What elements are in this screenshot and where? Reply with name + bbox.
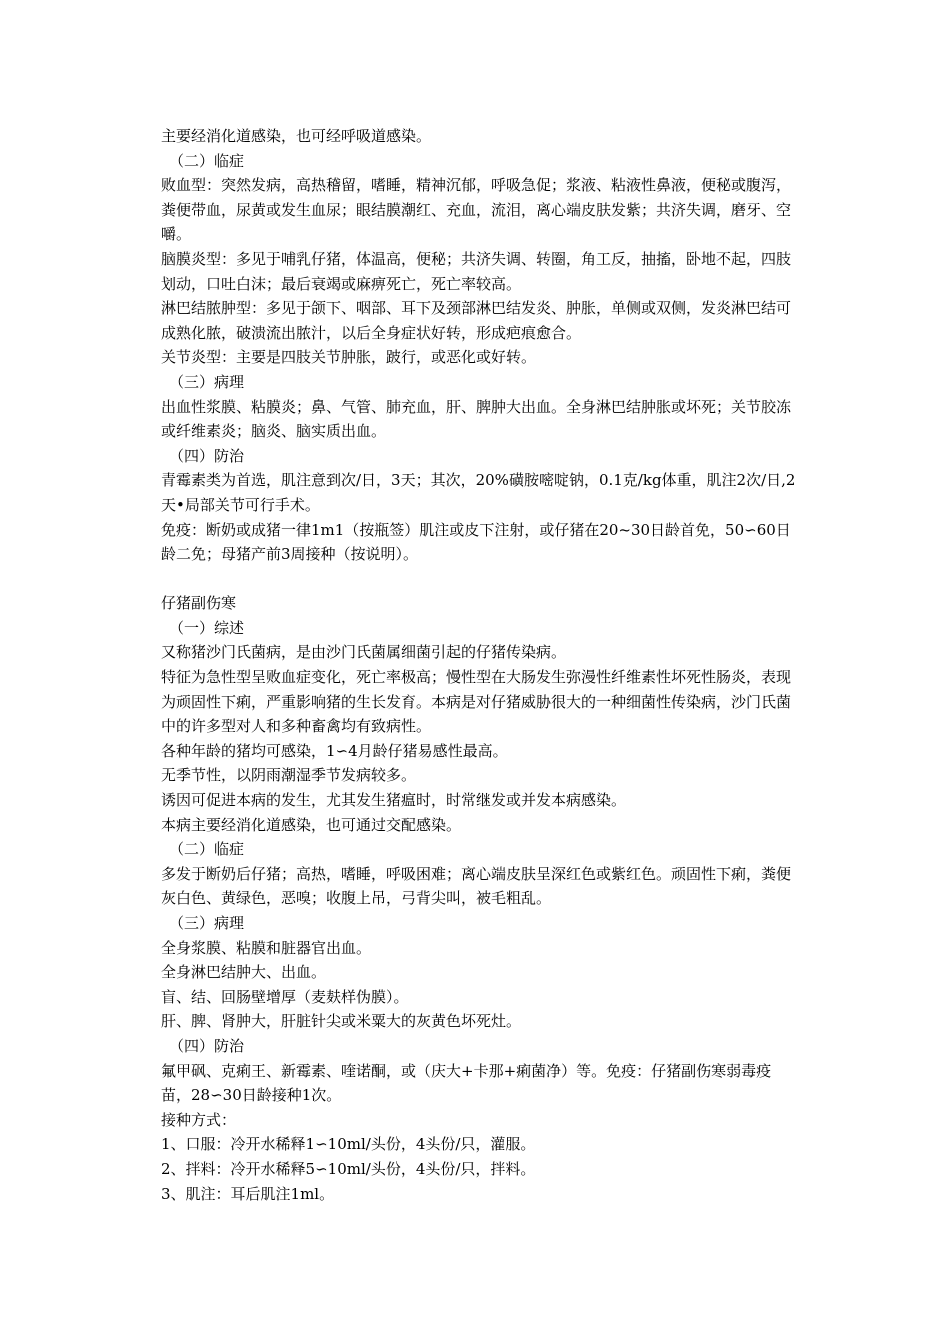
heading-clinical-2: （二）临症 (169, 840, 245, 859)
paragraph-overview-inducement: 诱因可促进本病的发生，尤其发生猪瘟时，时常继发或并发本病感染。 (161, 791, 627, 810)
section-title: 仔猪副伤寒 (161, 594, 237, 613)
paragraph-pathology-hemorrhage: 全身浆膜、粘膜和脏器官出血。 (161, 938, 372, 957)
paragraph-septicemia-type: 败血型：突然发病，高热稽留，嗜睡，精神沉郁，呼吸急促；浆液、粘液性鼻液，便秘或腹泻，粪便带血，尿黄或发生血尿；眼结膜潮红、充血，流泪，离心端皮肤发紫；共济失调，磨牙、空嚼。 (161, 176, 792, 244)
heading-pathology-2: （三）病理 (169, 914, 245, 932)
paragraph-pathology-intestine: 盲、结、回肠壁增厚（麦麸样伪膜）。 (161, 987, 409, 1006)
list-item-injection: 3、肌注：耳后肌注1ml。 (161, 1184, 335, 1203)
heading-treatment: （四）防治 (169, 446, 245, 465)
heading-pathology: （三）病理 (169, 372, 245, 391)
paragraph-lymph-abscess-type: 淋巴结脓肿型：多见于颌下、咽部、耳下及颈部淋巴结发炎、肿胀，单侧或双侧，发炎淋巴结可成熟化脓，破溃流出脓汁，以后全身症状好转，形成疤痕愈合。 (161, 299, 792, 342)
paragraph-pathology-lymph: 全身淋巴结肿大、出血。 (161, 963, 327, 982)
heading-clinical: （二）临症 (169, 151, 245, 170)
list-item-oral: 1、口服：冷开水稀释1∽10ml/头份，4头份/只，灌服。 (161, 1135, 536, 1154)
paragraph-overview-definition: 又称猪沙门氏菌病，是由沙门氏菌属细菌引起的仔猪传染病。 (161, 643, 567, 662)
heading-vaccination-method: 接种方式： (161, 1110, 237, 1129)
paragraph-overview-season: 无季节性，以阴雨潮湿季节发病较多。 (161, 766, 417, 785)
paragraph-vaccination: 免疫：断奶或成猪一律1m1（按瓶签）肌注或皮下注射，或仔猪在20~30日龄首免，50∽60日龄二免；母猪产前3周接种（按说明）。 (161, 520, 791, 564)
paragraph-meningitis-type: 脑膜炎型：多见于哺乳仔猪，体温高，便秘；共济失调、转圈，角工反，抽搐，卧地不起，四肢划动，口吐白沫；最后衰竭或麻痹死亡，死亡率较高。 (161, 249, 792, 293)
document-body (161, 124, 801, 1206)
paragraph-pathology-organs: 肝、脾、肾肿大，肝脏针尖或米粟大的灰黄色坏死灶。 (161, 1012, 522, 1031)
paragraph-clinical-2: 多发于断奶后仔猪；高热，嗜睡，呼吸困难；离心端皮肤呈深红色或紫红色。顽固性下痢，粪便灰白色、黄绿色，恶嗅；收腹上吊，弓背尖叫，被毛粗乱。 (161, 864, 792, 908)
paragraph-arthritis-type: 关节炎型：主要是四肢关节肿胀，跛行，或恶化或好转。 (161, 348, 537, 367)
heading-treatment-2: （四）防治 (169, 1036, 245, 1055)
list-item-feed-mix: 2、拌料：冷开水稀释5∽10ml/头份，4头份/只，拌料。 (161, 1159, 536, 1178)
paragraph-overview-infection: 本病主要经消化道感染，也可通过交配感染。 (161, 815, 462, 834)
paragraph-pathology: 出血性浆膜、粘膜炎；鼻、气管、肺充血，肝、脾肿大出血。全身淋巴结肿胀或坏死；关节胶冻或纤维素炎；脑炎、脑实质出血。 (161, 397, 792, 441)
paragraph-overview-age: 各种年龄的猪均可感染，1∽4月龄仔猪易感性最高。 (161, 741, 508, 760)
paragraph-treatment-2: 氟甲砜、克痢王、新霉素、喹诺酮，或（庆大+卡那+痢菌净）等。免疫：仔猪副伤寒弱毒疫苗，28∽30日龄接种1次。 (161, 1061, 772, 1105)
paragraph-infection-route: 主要经消化道感染，也可经呼吸道感染。 (161, 127, 432, 145)
paragraph-treatment: 青霉素类为首选，肌注意到次/日，3天；其次，20%磺胺嘧啶钠，0.1克/kg体重，肌注2次/日,2天•局部关节可行手术。 (161, 471, 796, 514)
heading-overview: （一）综述 (169, 618, 245, 637)
paragraph-overview-features: 特征为急性型呈败血症变化，死亡率极高；慢性型在大肠发生弥漫性纤维素性坏死性肠炎，表现为顽固性下痢，严重影响猪的生长发育。本病是对仔猪威胁很大的一种细菌性传染病，沙门氏菌中的许多型对人和多种畜禽均有致病性。 (161, 668, 792, 736)
